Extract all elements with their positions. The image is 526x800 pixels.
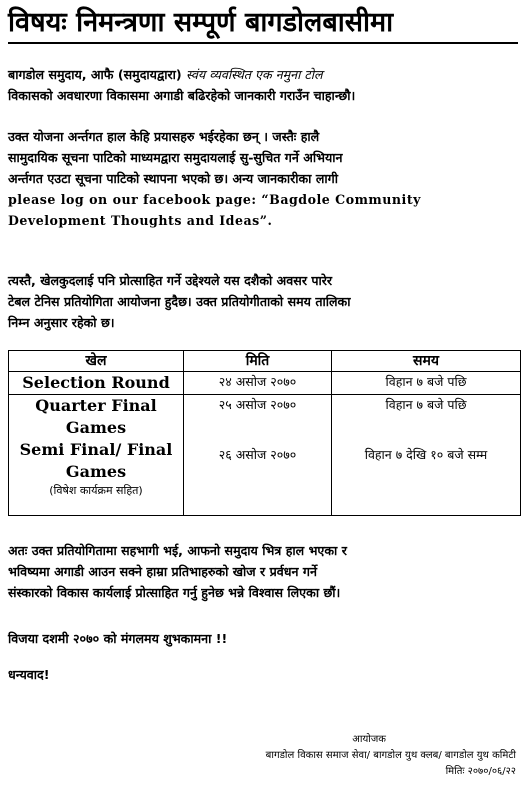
subject-heading: विषयः निमन्त्रणा सम्पूर्ण बागडोलबासीमा xyxy=(8,6,518,44)
cell-game: Quarter Final Games xyxy=(35,396,157,437)
plan-line-3: अर्न्तगत एउटा सूचना पाटिको स्थापना भएको छ। अन्य जानकारीका लागी xyxy=(8,171,338,186)
cell-time: विहान ७ देखि १० बजे सम्म xyxy=(364,447,488,462)
schedule-table xyxy=(8,350,521,516)
cell-game: Selection Round xyxy=(9,372,184,395)
plan-line-4: please log on our facebook page: “Bagdole Community xyxy=(8,192,421,207)
cell-game-note: (विषेश कार्यक्रम सहित) xyxy=(49,484,143,497)
cell-date: २४ असोज २०७० xyxy=(184,372,332,395)
sports-line-3: निम्न अनुसार रहेको छ। xyxy=(8,315,115,330)
plan-line-1: उक्त योजना अर्न्तगत हाल केहि प्रयासहरु भईरहेका छन् । जस्तैः हालै xyxy=(8,129,320,144)
sports-line-1: त्यस्तै, खेलकुदलाई पनि प्रोत्साहित गर्ने उद्देश्यले यस दशैको अवसर पारेर xyxy=(8,273,333,288)
closing-line-2: भविष्यमा अगाडी आउन सक्ने हाम्रा प्रतिभाहरुको खोज र प्रर्वधन गर्ने xyxy=(8,564,317,579)
intro-text: बागडोल समुदाय, आफै (समुदायद्वारा) xyxy=(8,67,182,82)
cell-time: विहान ७ बजे पछि xyxy=(332,372,521,395)
cell-game: Semi Final/ Final Games xyxy=(19,440,173,481)
closing-line-1: अतः उक्त प्रतियोगितामा सहभागी भई, आफनो समुदाय भित्र हाल भएका र xyxy=(8,543,347,558)
table-row xyxy=(9,395,521,516)
header-date: मिति xyxy=(184,351,332,372)
intro-line-1 xyxy=(8,64,518,85)
table-row xyxy=(9,372,521,395)
plan-line-5: Development Thoughts and Ideas”. xyxy=(8,213,273,228)
intro-italic-text: स्वंय व्यवस्थित एक नमुना टोल xyxy=(186,67,323,82)
closing-line-3: संस्कारको विकास कार्यलाई प्रोत्साहित गर्नु हुनेछ भन्ने विश्वास लिएका छौं। xyxy=(8,585,341,600)
plan-line-2: सामुदायिक सूचना पाटिको माध्यमद्वारा समुदायलाई सु-सुचित गर्ने अभियान xyxy=(8,150,343,165)
paragraph-sports xyxy=(8,270,518,333)
cell-time-group xyxy=(332,395,521,516)
footer xyxy=(266,732,516,780)
organizer-names: बागडोल विकास समाज सेवा/ बागडोल युथ क्लब/ बागडोल युथ कमिटी xyxy=(265,750,516,761)
header-time: समय xyxy=(332,351,521,372)
cell-game-group xyxy=(9,395,184,516)
thanks: धन्यवाद! xyxy=(8,667,50,682)
header-game: खेल xyxy=(9,351,184,372)
sports-line-2: टेबल टेनिस प्रतियोगिता आयोजना हुदैछ। उक्त प्रतियोगीताको समय तालिका xyxy=(8,294,351,309)
footer-date: मितिः २०७०/०६/२२ xyxy=(445,766,516,777)
intro-line-2: विकासको अवधारणा विकासमा अगाडी बढिरहेको जानकारी गराउँन चाहान्छौ। xyxy=(8,88,356,103)
table-header-row xyxy=(9,351,521,372)
cell-date-group xyxy=(184,395,332,516)
greeting: विजया दशमी २०७० को मंगलमय शुभकामना !! xyxy=(8,631,228,646)
paragraph-closing xyxy=(8,540,518,603)
cell-time: विहान ७ बजे पछि xyxy=(385,397,467,412)
cell-date: २६ असोज २०७० xyxy=(218,447,297,462)
paragraph-intro xyxy=(8,64,518,106)
cell-date: २५ असोज २०७० xyxy=(218,397,297,412)
organizer-label: आयोजक xyxy=(352,734,386,745)
paragraph-plan xyxy=(8,126,518,231)
